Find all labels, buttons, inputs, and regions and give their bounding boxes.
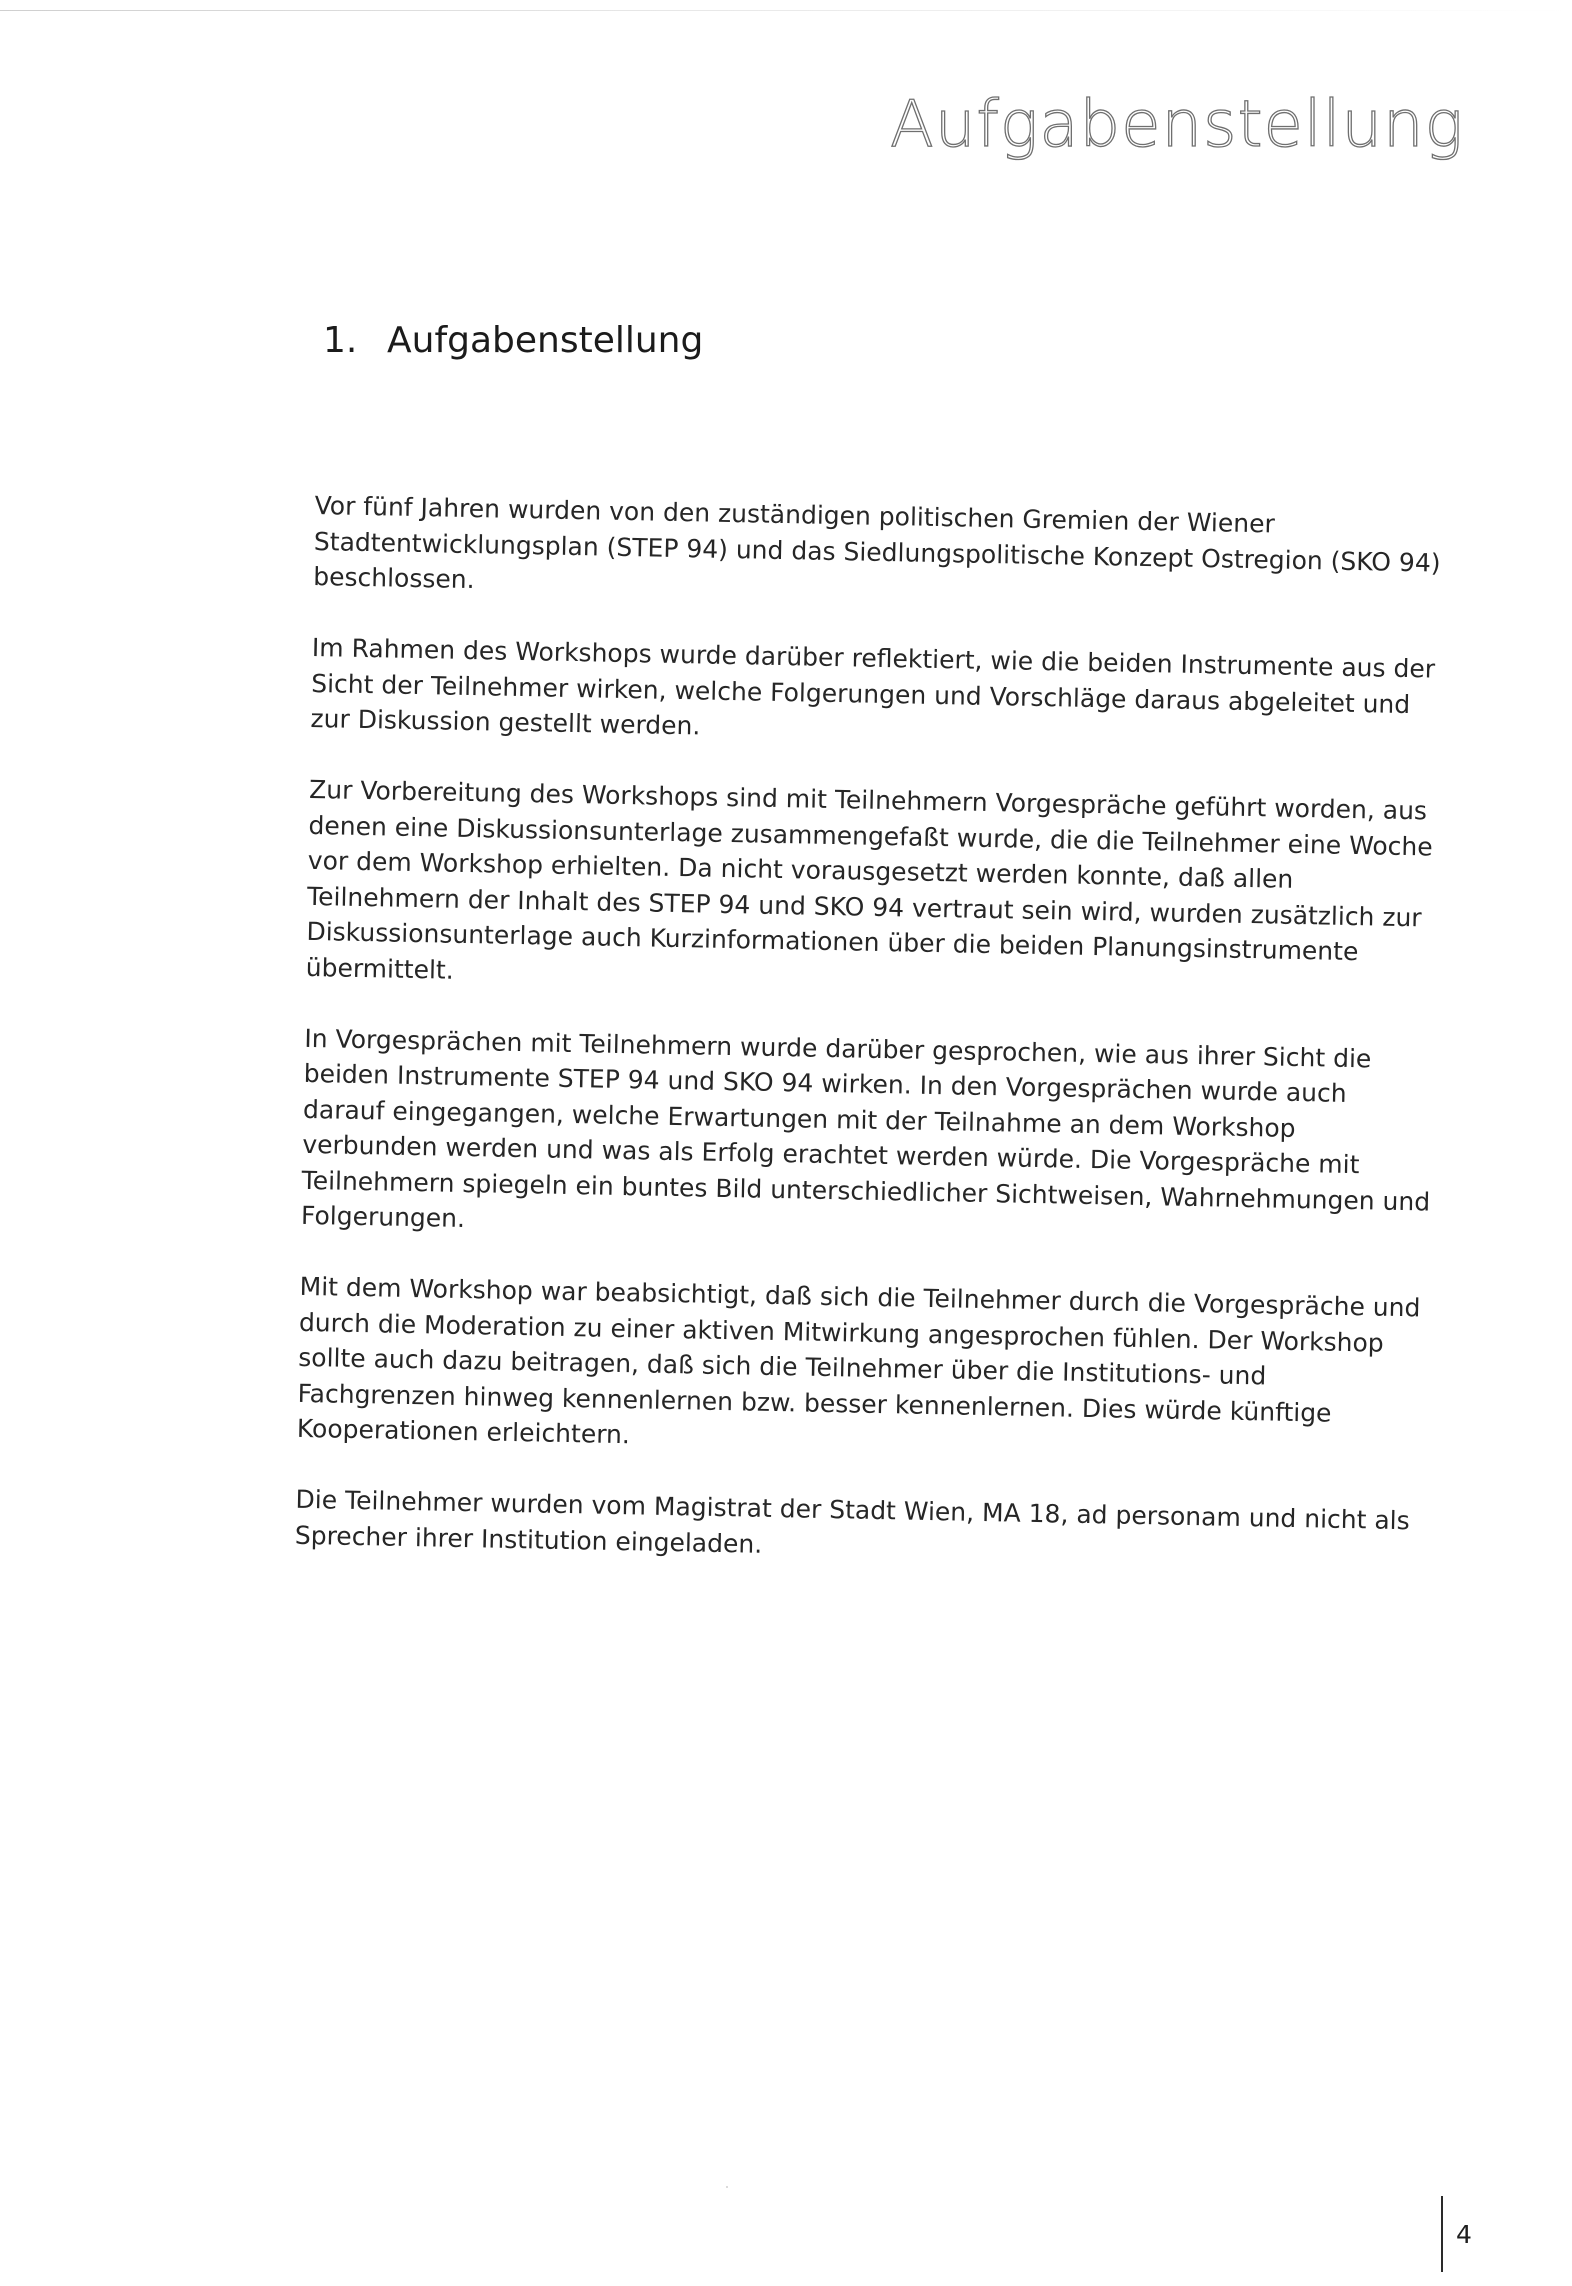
page-number: 4: [1456, 2219, 1472, 2249]
page-footer: [1441, 2196, 1472, 2272]
body-text: [294, 488, 1445, 1610]
chapter-heading: [323, 320, 703, 361]
running-head: Aufgabenstellung: [890, 88, 1464, 162]
paragraph: Zur Vorbereitung des Workshops sind mit Teilnehmern Vorgespräche geführt worden, aus denen eine Diskussionsunterlage zusammengefaßt wurde, die die Teilnehmer eine Woche vor dem Workshop erhielten. Da nicht vorausgesetzt werden konnte, daß allen Teilnehmern der Inhalt des STEP 94 und SKO 94 vertraut sein wird, wurden zusätzlich zur Diskussionsunterlage auch Kurzinformationen über die beiden Planungsinstrumente übermittelt.: [305, 774, 1433, 985]
paragraph: Vor fünf Jahren wurden von den zuständigen politischen Gremien der Wiener Stadtentwicklungsplan (STEP 94) und das Siedlungspolitische Konzept Ostregion (SKO 94) beschlossen.: [313, 490, 1441, 595]
page-number-rule: [1441, 2196, 1443, 2272]
scan-edge-line: [0, 10, 1572, 11]
scan-speck: [726, 2186, 728, 2188]
paragraph: Mit dem Workshop war beabsichtigt, daß sich die Teilnehmer durch die Vorgespräche und durch die Moderation zu einer aktiven Mitwirkung angesprochen fühlen. Der Workshop sollte auch dazu beitragen, daß sich die Teilnehmer über die Institutions- und Fachgrenzen hinweg kennenlernen bzw. besser kennenlernen. Dies würde künftige Kooperationen erleichtern.: [296, 1271, 1421, 1450]
paragraph: Die Teilnehmer wurden vom Magistrat der Stadt Wien, MA 18, ad personam und nicht als Sprecher ihrer Institution eingeladen.: [294, 1484, 1410, 1559]
paragraph: In Vorgesprächen mit Teilnehmern wurde darüber gesprochen, wie aus ihrer Sicht die beiden Instrumente STEP 94 und SKO 94 wirken. In den Vorgesprächen wurde auch darauf eingegangen, welche Erwartungen mit der Teilnahme an dem Workshop verbunden werden und was als Erfolg erachtet werden würde. Die Vorgespräche mit Teilnehmern spiegeln ein buntes Bild unterschiedlicher Sichtweisen, Wahrnehmungen und Folgerungen.: [300, 1023, 1431, 1234]
chapter-title: Aufgabenstellung: [387, 320, 704, 361]
paragraph: Im Rahmen des Workshops wurde darüber reflektiert, wie die beiden Instrumente aus der Sicht der Teilnehmer wirken, welche Folgerungen und Vorschläge daraus abgeleitet und zur Diskussion gestellt werden.: [310, 632, 1436, 741]
chapter-number: 1.: [323, 320, 358, 361]
